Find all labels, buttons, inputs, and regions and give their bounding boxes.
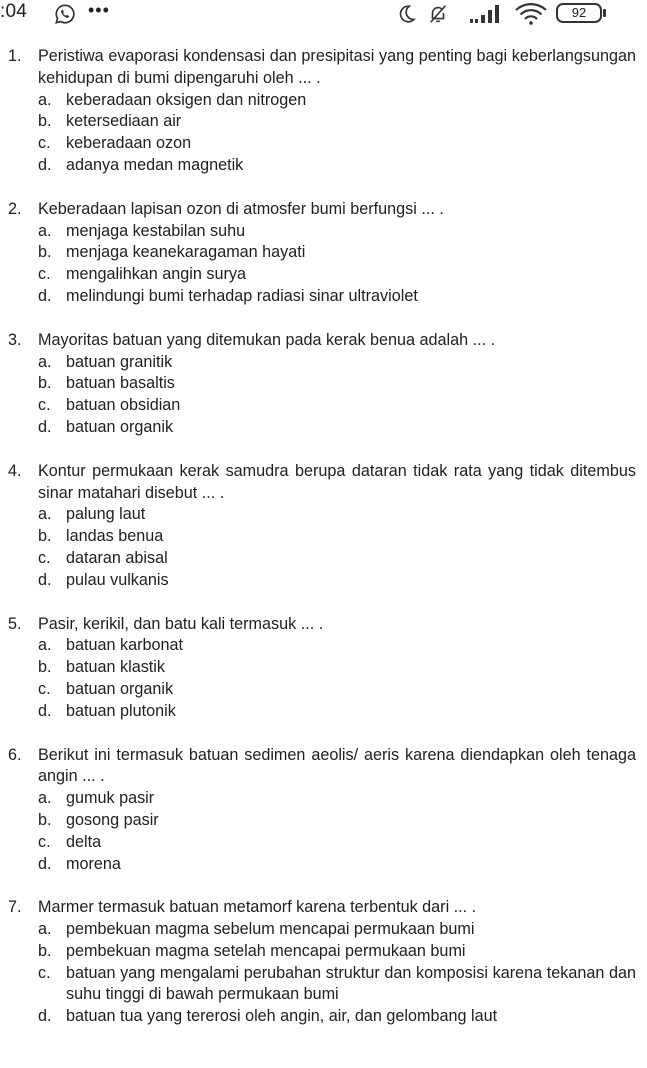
option-text: landas benua <box>66 527 164 546</box>
option-text: menjaga kestabilan suhu <box>66 221 246 240</box>
option-a <box>8 352 636 374</box>
option-letter: c. <box>38 396 51 415</box>
whatsapp-icon <box>54 3 76 25</box>
option-text: pembekuan magma setelah mencapai permukaan bumi <box>66 941 466 960</box>
option-d <box>8 286 636 308</box>
question-text: Keberadaan lapisan ozon di atmosfer bumi berfungsi ... . <box>38 199 444 218</box>
battery-level: 92 <box>571 5 587 20</box>
option-letter: d. <box>38 854 52 873</box>
option-d <box>8 155 636 177</box>
option-d <box>8 854 636 876</box>
option-a <box>8 504 636 526</box>
option-text: keberadaan oksigen dan nitrogen <box>66 90 307 109</box>
option-c <box>8 679 636 701</box>
status-bar <box>0 0 647 28</box>
option-d <box>8 1006 636 1028</box>
option-letter: a. <box>38 789 52 808</box>
status-time: :04 <box>0 1 28 22</box>
option-b <box>8 373 636 395</box>
option-letter: c. <box>38 548 51 567</box>
option-b <box>8 657 636 679</box>
question-7 <box>8 897 636 1028</box>
question-text: Berikut ini termasuk batuan sedimen aeolis/ aeris karena diendapkan oleh tenaga angin ... . <box>38 745 636 786</box>
option-letter: a. <box>38 221 52 240</box>
option-letter: b. <box>38 527 52 546</box>
option-c <box>8 133 636 155</box>
question-6 <box>8 745 636 876</box>
option-text: adanya medan magnetik <box>66 155 244 174</box>
option-text: batuan plutonik <box>66 701 176 720</box>
option-b <box>8 526 636 548</box>
option-text: batuan granitik <box>66 352 173 371</box>
option-text: batuan tua yang tererosi oleh angin, air, dan gelombang laut <box>66 1007 498 1026</box>
wifi-icon <box>514 3 548 25</box>
option-b <box>8 111 636 133</box>
option-c <box>8 963 636 1007</box>
option-letter: d. <box>38 155 52 174</box>
option-text: batuan klastik <box>66 658 165 677</box>
option-text: delta <box>66 832 102 851</box>
option-text: gosong pasir <box>66 810 159 829</box>
option-text: batuan yang mengalami perubahan struktur dan komposisi karena tekanan dan suhu tinggi di bawah permukaan bumi <box>66 963 636 1004</box>
option-d <box>8 701 636 723</box>
option-letter: a. <box>38 636 52 655</box>
option-text: batuan organik <box>66 679 174 698</box>
option-text: palung laut <box>66 505 146 524</box>
option-letter: b. <box>38 941 52 960</box>
option-text: pulau vulkanis <box>66 570 169 589</box>
question-number: 1. <box>8 47 22 65</box>
option-d <box>8 417 636 439</box>
question-2 <box>8 199 636 308</box>
question-text: Mayoritas batuan yang ditemukan pada kerak benua adalah ... . <box>38 330 496 349</box>
mute-bell-icon <box>427 3 449 25</box>
question-number: 2. <box>8 199 22 218</box>
question-text: Marmer termasuk batuan metamorf karena terbentuk dari ... . <box>38 898 477 917</box>
question-number: 5. <box>8 614 22 633</box>
option-letter: d. <box>38 417 52 436</box>
option-b <box>8 810 636 832</box>
option-c <box>8 395 636 417</box>
option-letter: c. <box>38 265 51 284</box>
option-text: ketersediaan air <box>66 112 182 131</box>
option-text: gumuk pasir <box>66 789 155 808</box>
option-text: batuan karbonat <box>66 636 184 655</box>
battery-icon <box>556 3 602 23</box>
option-a <box>8 221 636 243</box>
option-letter: c. <box>38 679 51 698</box>
question-number: 4. <box>8 461 22 480</box>
option-c <box>8 548 636 570</box>
option-text: morena <box>66 854 121 873</box>
option-letter: c. <box>38 963 51 982</box>
option-letter: d. <box>38 570 52 589</box>
option-letter: d. <box>38 1007 52 1026</box>
question-number: 7. <box>8 898 22 917</box>
option-letter: c. <box>38 832 51 851</box>
option-letter: b. <box>38 810 52 829</box>
more-dots-icon: ••• <box>88 0 110 20</box>
option-d <box>8 570 636 592</box>
option-letter: a. <box>38 90 52 109</box>
option-letter: b. <box>38 658 52 677</box>
option-letter: b. <box>38 112 52 131</box>
option-letter: d. <box>38 701 52 720</box>
option-text: mengalihkan angin surya <box>66 265 246 284</box>
option-text: pembekuan magma sebelum mencapai permukaan bumi <box>66 920 475 939</box>
option-b <box>8 941 636 963</box>
moon-icon <box>395 3 417 25</box>
option-letter: c. <box>38 134 51 153</box>
question-3 <box>8 330 636 439</box>
option-letter: a. <box>38 505 52 524</box>
option-letter: b. <box>38 374 52 393</box>
question-list <box>8 46 636 1050</box>
option-text: batuan organik <box>66 417 174 436</box>
option-letter: d. <box>38 286 52 305</box>
option-a <box>8 90 636 112</box>
option-letter: a. <box>38 352 52 371</box>
option-a <box>8 919 636 941</box>
signal-icon <box>468 4 504 24</box>
option-a <box>8 635 636 657</box>
option-c <box>8 264 636 286</box>
question-number: 6. <box>8 745 22 764</box>
battery-tip <box>603 9 606 17</box>
option-b <box>8 242 636 264</box>
option-text: batuan obsidian <box>66 396 181 415</box>
question-number: 3. <box>8 330 22 349</box>
question-text: Pasir, kerikil, dan batu kali termasuk ... . <box>38 614 324 633</box>
option-letter: b. <box>38 243 52 262</box>
option-c <box>8 832 636 854</box>
question-5 <box>8 614 636 723</box>
question-4 <box>8 461 636 592</box>
option-a <box>8 788 636 810</box>
option-text: melindungi bumi terhadap radiasi sinar ultraviolet <box>66 286 418 305</box>
option-text: dataran abisal <box>66 548 168 567</box>
question-1 <box>8 46 636 177</box>
option-text: menjaga keanekaragaman hayati <box>66 243 306 262</box>
option-text: batuan basaltis <box>66 374 175 393</box>
option-text: keberadaan ozon <box>66 134 192 153</box>
option-letter: a. <box>38 920 52 939</box>
question-text: Peristiwa evaporasi kondensasi dan presipitasi yang penting bagi keberlangsungan kehidupan di bumi dipengaruhi oleh ... . <box>38 47 636 87</box>
question-text: Kontur permukaan kerak samudra berupa dataran tidak rata yang tidak ditembus sinar matahari disebut ... . <box>38 461 636 502</box>
